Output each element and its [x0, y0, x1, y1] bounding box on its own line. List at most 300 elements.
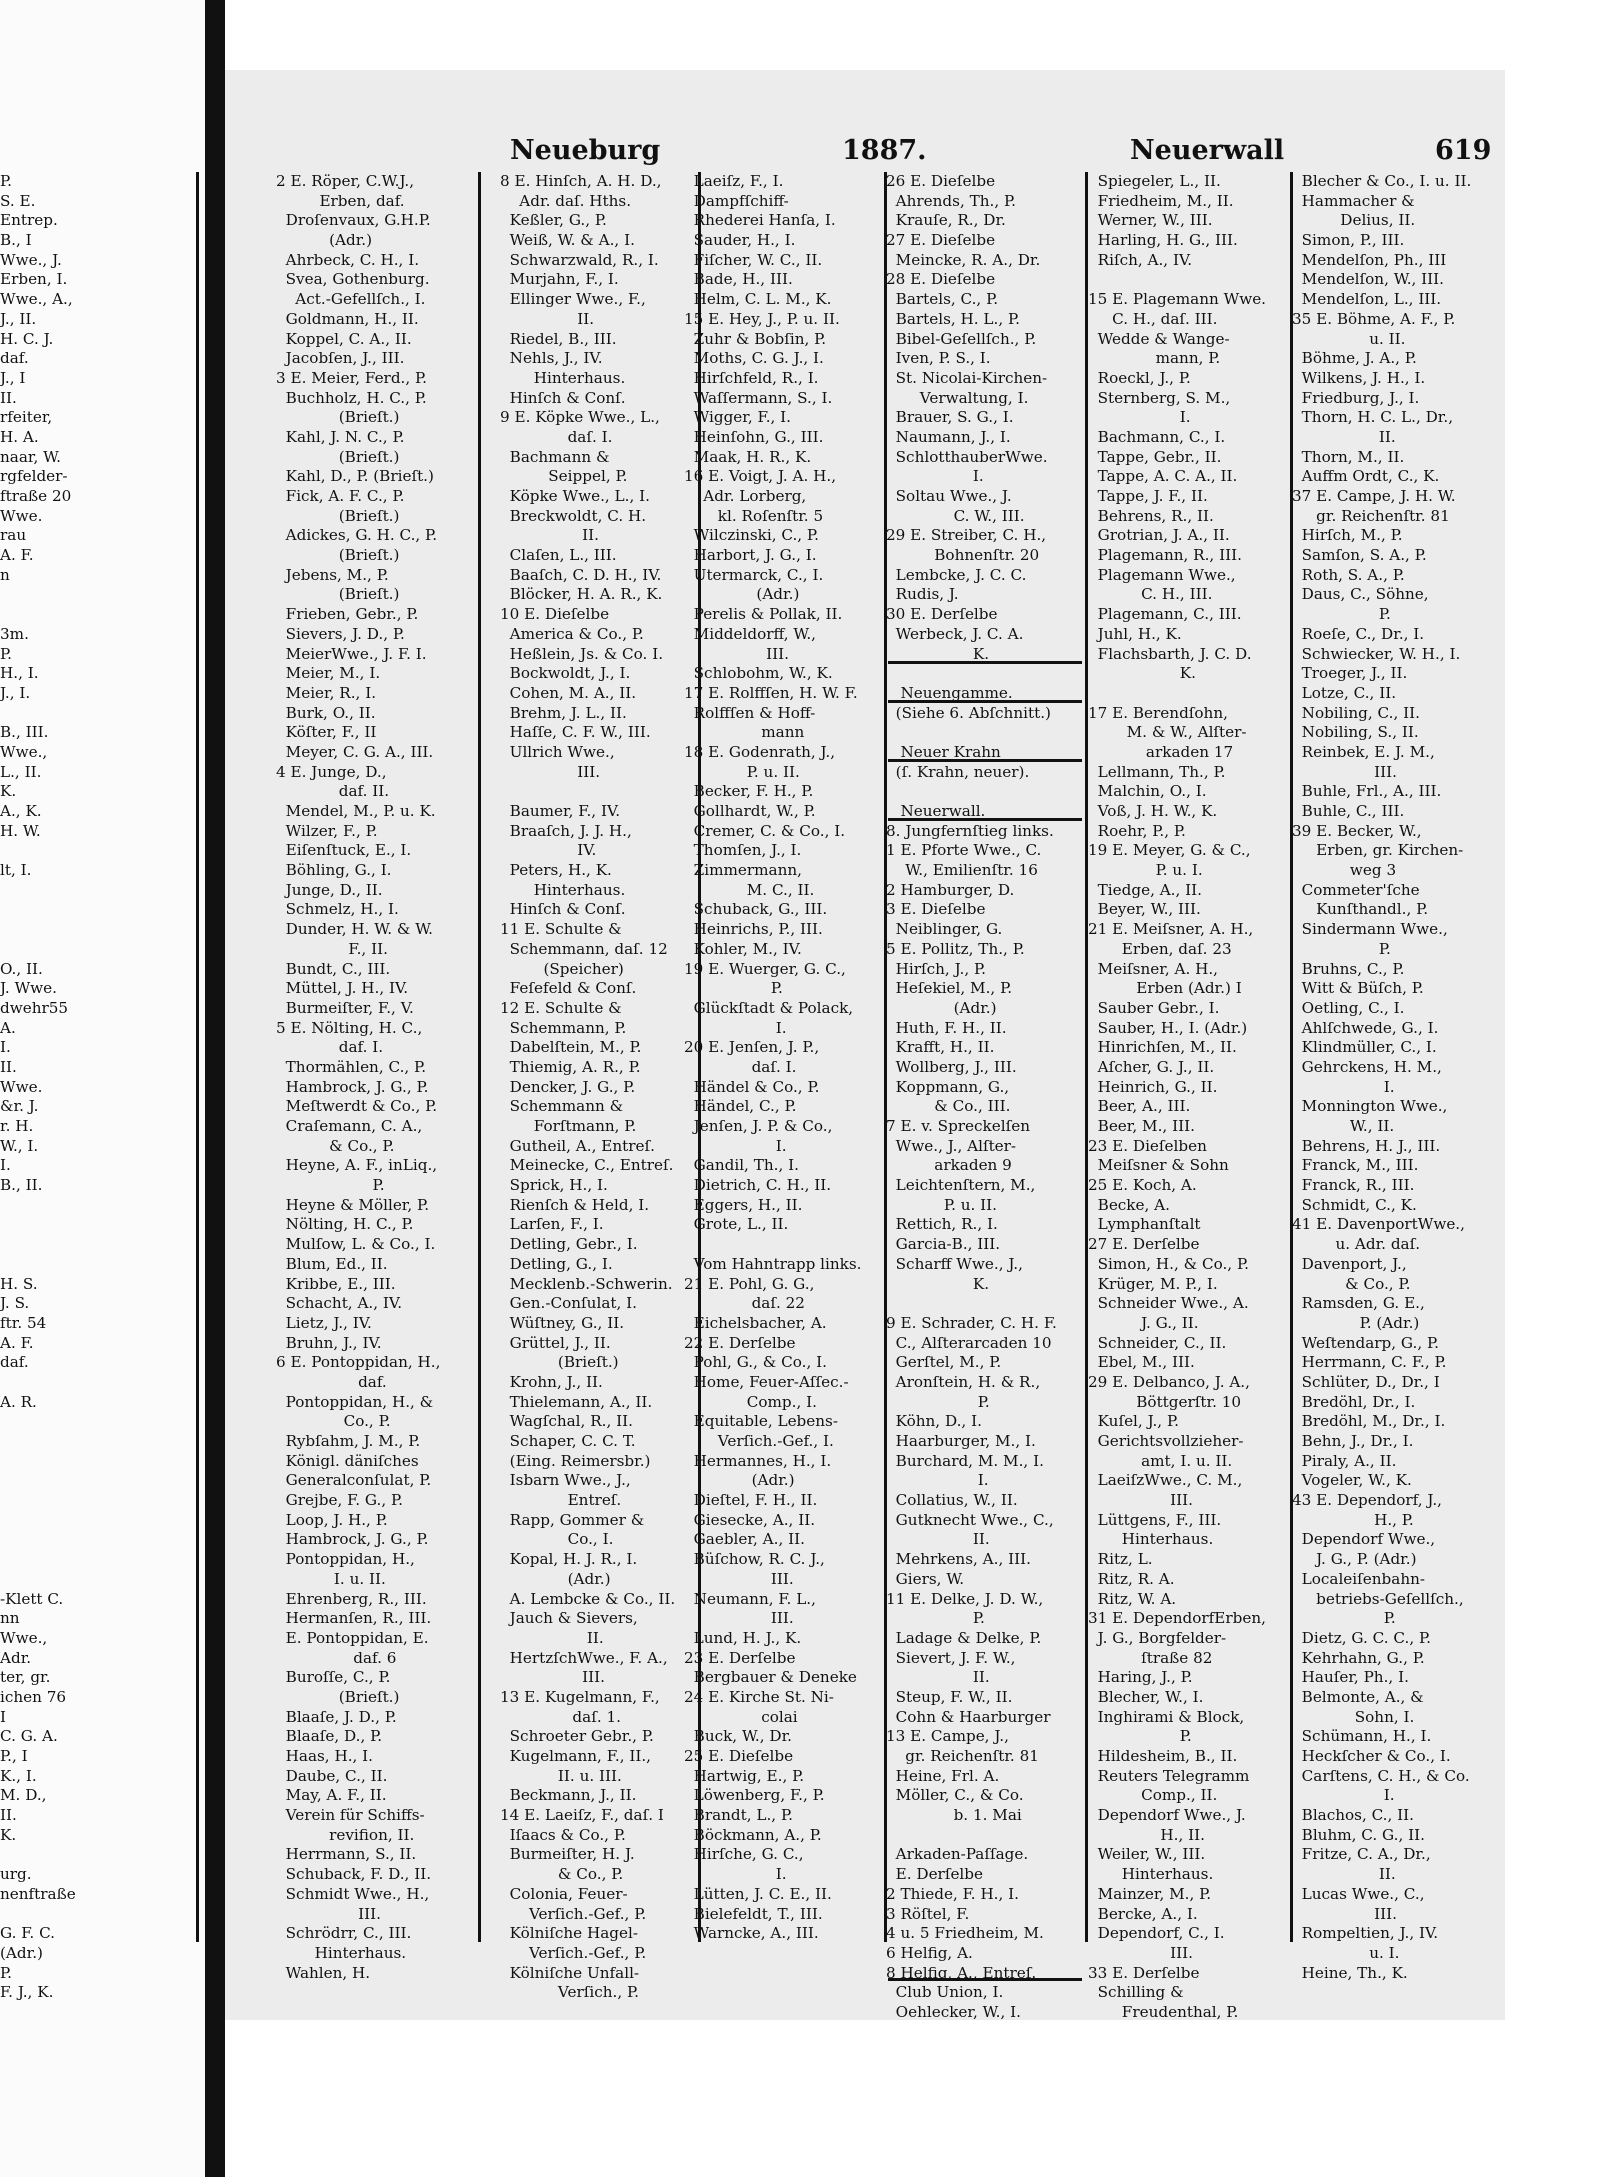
directory-entry: [0, 940, 194, 960]
directory-entry: Bredöhl, M., Dr., I.: [1292, 1412, 1446, 1431]
directory-entry: J. G., P. (Adr.): [1292, 1550, 1417, 1569]
directory-entry: 5 E. Pollitz, Th., P.: [886, 939, 1025, 958]
directory-entry: P.: [886, 1392, 990, 1411]
directory-entry: Adr. daſ. Hths.: [500, 191, 632, 210]
directory-entry: Rudis, J.: [886, 585, 959, 604]
directory-entry: 6 E. Pontoppidan, H.,: [276, 1353, 441, 1372]
directory-entry: mann, P.: [1088, 349, 1221, 368]
directory-entry: Schacht, A., IV.: [276, 1294, 403, 1313]
directory-entry: Middeldorff, W.,: [684, 624, 816, 643]
directory-entry: Meincke, R. A., Dr.: [886, 250, 1041, 269]
directory-entry: Wwe., J.: [0, 250, 62, 269]
directory-entry: Bredöhl, Dr., I.: [1292, 1392, 1416, 1411]
directory-entry: daſ. I.: [500, 427, 613, 446]
directory-entry: Kribbe, E., III.: [276, 1274, 396, 1293]
directory-entry: amt, I. u. II.: [1088, 1451, 1233, 1470]
directory-entry: Kehrhahn, G., P.: [1292, 1648, 1425, 1667]
directory-entry: Lucas Wwe., C.,: [1292, 1884, 1425, 1903]
directory-entry: P. u. II.: [684, 762, 800, 781]
directory-entry: 30 E. Derſelbe: [886, 605, 998, 624]
directory-entry: Club Union, I.: [886, 1983, 1004, 2002]
directory-entry: Daus, C., Söhne,: [1292, 585, 1429, 604]
directory-entry: u. Adr. daſ.: [1292, 1235, 1421, 1254]
directory-entry: (Adr.): [886, 998, 997, 1017]
directory-entry: Wahlen, H.: [276, 1963, 371, 1982]
directory-entry: Franck, R., III.: [1292, 1176, 1415, 1195]
directory-entry: Fiſcher, W. C., II.: [684, 250, 823, 269]
directory-entry: Koppmann, G.,: [886, 1077, 1010, 1096]
directory-entry: 6 Helfig, A.: [886, 1943, 973, 1962]
directory-entry: naar, W.: [0, 447, 61, 466]
directory-entry: Grotrian, J. A., II.: [1088, 526, 1230, 545]
directory-entry: Perelis & Pollak, II.: [684, 605, 843, 624]
directory-entry: III.: [1088, 1943, 1193, 1962]
directory-entry: Hinſch & Conſ.: [500, 900, 626, 919]
directory-entry: (Brieſt.): [276, 1687, 400, 1706]
directory-entry: Hambrock, J. G., P.: [276, 1077, 429, 1096]
directory-entry: II. u. III.: [500, 1766, 622, 1785]
directory-entry: Haarburger, M., I.: [886, 1432, 1036, 1450]
directory-entry: Gerſtel, M., P.: [886, 1353, 1002, 1372]
directory-entry: 17 E. Rolffſen, H. W. F.: [684, 683, 858, 702]
directory-entry: 31 E. DependorfErben,: [1088, 1609, 1266, 1628]
directory-entry: (Brieſt.): [276, 585, 400, 604]
directory-entry: III.: [684, 1569, 794, 1588]
directory-entry: Heinrich, G., II.: [1088, 1077, 1218, 1096]
directory-entry: Thormählen, C., P.: [276, 1057, 427, 1076]
directory-entry: Generalconſulat, P.: [276, 1471, 432, 1490]
directory-entry: Simon, H., & Co., P.: [1088, 1254, 1249, 1273]
directory-entry: [0, 585, 194, 605]
directory-entry: II.: [886, 1668, 990, 1687]
directory-entry: I.: [1292, 1786, 1395, 1805]
directory-entry: & Co., III.: [886, 1097, 1011, 1116]
directory-entry: Kopal, H. J. R., I.: [500, 1550, 638, 1569]
directory-entry: 13 E. Campe, J.,: [886, 1727, 1009, 1746]
directory-entry: 9 E. Köpke Wwe., L.,: [500, 408, 660, 427]
directory-entry: Bluhm, C. G., II.: [1292, 1825, 1425, 1844]
directory-entry: I.: [0, 1156, 11, 1175]
directory-entry: Eichelsbacher, A.: [684, 1313, 827, 1332]
directory-entry: I.: [684, 1136, 787, 1155]
directory-entry: Lembcke, J. C. C.: [886, 565, 1027, 584]
directory-entry: W., Emilienſtr. 16: [886, 861, 1038, 880]
directory-entry: Becke, A.: [1088, 1195, 1170, 1214]
directory-entry: 15 E. Plagemann Wwe.: [1088, 290, 1267, 309]
directory-entry: Wüſtney, G., II.: [500, 1313, 625, 1332]
directory-entry: Hartwig, E., P.: [684, 1766, 805, 1785]
directory-entry: Verſich.-Gef., I.: [684, 1432, 834, 1450]
directory-entry: Meiſsner & Sohn: [1088, 1156, 1229, 1175]
directory-entry: Ritz, W. A.: [1088, 1589, 1177, 1608]
directory-entry: Hermannes, H., I.: [684, 1451, 832, 1470]
directory-entry: 22 E. Derſelbe: [684, 1333, 796, 1352]
directory-entry: Giesecke, A., II.: [684, 1510, 816, 1529]
directory-entry: Entrep.: [0, 211, 58, 230]
directory-entry: 21 E. Pohl, G. G.,: [684, 1274, 815, 1293]
directory-entry: Simon, P., III.: [1292, 231, 1405, 250]
directory-entry: Bielefeldt, T., III.: [684, 1904, 823, 1923]
directory-entry: Delius, II.: [1292, 211, 1416, 230]
directory-entry: Königl. däniſches: [276, 1451, 419, 1470]
directory-entry: Sauber, H., I. (Adr.): [1088, 1018, 1248, 1037]
directory-entry: Rompeltien, J., IV.: [1292, 1924, 1439, 1943]
directory-entry: kl. Roſenſtr. 5: [684, 506, 824, 525]
directory-entry: Beyer, W., III.: [1088, 900, 1201, 919]
directory-entry: Brehm, J. L., II.: [500, 703, 627, 722]
directory-entry: Wilkens, J. H., I.: [1292, 368, 1426, 387]
directory-entry: Büſchow, R. C. J.,: [684, 1550, 825, 1569]
directory-entry: Detling, Gebr., I.: [500, 1235, 638, 1254]
directory-entry: (Eing. Reimersbr.): [500, 1451, 651, 1470]
directory-entry: P.: [0, 1963, 12, 1982]
directory-entry: P.: [1292, 605, 1391, 624]
directory-entry: daf. 6: [276, 1648, 397, 1667]
directory-entry: Hinterhaus.: [1088, 1865, 1214, 1884]
directory-entry: Buchholz, H. C., P.: [276, 388, 427, 407]
directory-entry: Detling, G., I.: [500, 1254, 613, 1273]
directory-entry: Gaebler, A., II.: [684, 1530, 805, 1549]
directory-entry: Roehr, P., P.: [1088, 821, 1186, 840]
directory-entry: Köſter, F., II: [276, 723, 377, 742]
directory-entry: Cremer, C. & Co., I.: [684, 821, 846, 840]
directory-entry: [0, 1491, 194, 1511]
directory-entry: H. W.: [0, 821, 41, 840]
directory-entry: F., II.: [276, 939, 388, 958]
directory-entry: Bercke, A., I.: [1088, 1904, 1198, 1923]
directory-entry: (Adr.): [0, 1943, 43, 1962]
directory-entry: Sauber Gebr., I.: [1088, 998, 1220, 1017]
directory-entry: Heinrichs, P., III.: [684, 920, 823, 939]
directory-entry: daf. II.: [276, 782, 390, 801]
directory-entry: Bartels, C., P.: [886, 290, 999, 309]
directory-entry: Laeiſz, F., I.: [684, 172, 784, 190]
directory-entry: [0, 1511, 194, 1531]
directory-entry: Schuback, F. D., II.: [276, 1865, 432, 1884]
directory-entry: Hauſer, Ph., I.: [1292, 1668, 1409, 1687]
directory-entry: Haas, H., I.: [276, 1747, 374, 1765]
directory-entry: 19 E. Meyer, G. & C.,: [1088, 841, 1251, 860]
directory-entry: I.: [1088, 408, 1191, 427]
directory-entry: Neiblinger, G.: [886, 920, 1003, 939]
directory-entry: Meinecke, C., Entreſ.: [500, 1156, 674, 1175]
directory-entry: Neuer Krahn: [886, 742, 1001, 761]
directory-entry: II.: [886, 1530, 990, 1549]
directory-entry: Vom Hahntrapp links.: [684, 1254, 862, 1273]
directory-entry: 16 E. Voigt, J. A. H.,: [684, 467, 837, 486]
directory-entry: Forſtmann, P.: [500, 1117, 637, 1135]
directory-entry: Glückſtadt & Polack,: [684, 998, 854, 1017]
directory-entry: Haring, J., P.: [1088, 1668, 1193, 1687]
directory-entry: n: [0, 565, 10, 584]
directory-entry: Jenſen, J. P. & Co.,: [684, 1117, 833, 1135]
directory-entry: Heſekiel, M., P.: [886, 979, 1013, 998]
directory-entry: Lymphanſtalt: [1088, 1215, 1201, 1234]
directory-entry: colai: [684, 1707, 798, 1726]
directory-entry: Buhle, C., III.: [1292, 802, 1405, 820]
directory-entry: Krauſe, R., Dr.: [886, 211, 1006, 230]
directory-entry: M. C., II.: [684, 880, 815, 899]
directory-entry: Oetling, C., I.: [1292, 998, 1405, 1017]
directory-entry: A. F.: [0, 1333, 34, 1352]
directory-entry: Oehlecker, W., I.: [886, 2002, 1021, 2021]
directory-entry: [0, 1412, 194, 1432]
directory-entry: Sievers, J. D., P.: [276, 624, 405, 643]
directory-entry: Hirſch, M., P.: [1292, 526, 1403, 545]
directory-entry: Brandt, L., P.: [684, 1806, 793, 1825]
directory-entry: &r. J.: [0, 1097, 39, 1116]
directory-entry: Burmeiſter, H. J.: [500, 1845, 635, 1864]
directory-entry: E. Derſelbe: [886, 1865, 983, 1884]
directory-entry: Heine, Frl. A.: [886, 1766, 1000, 1785]
directory-entry: Jauch & Sievers,: [500, 1609, 638, 1628]
directory-entry: Steup, F. W., II.: [886, 1687, 1013, 1706]
directory-entry: Witt & Büſch, P.: [1292, 979, 1424, 998]
directory-entry: Feſefeld & Conſ.: [500, 979, 637, 998]
directory-entry: rfeiter,: [0, 408, 53, 427]
directory-entry: Bade, H., III.: [684, 270, 793, 289]
directory-entry: Waſſermann, S., I.: [684, 388, 833, 407]
page-lower-margin: [225, 2020, 1505, 2177]
directory-entry: Droſenvaux, G.H.P.: [276, 211, 431, 230]
directory-entry: Moths, C. G. J., I.: [684, 349, 824, 368]
directory-entry: Scharff Wwe., J.,: [886, 1254, 1023, 1273]
directory-entry: Plagemann, C., III.: [1088, 605, 1242, 624]
directory-entry: W., II.: [1292, 1117, 1395, 1135]
directory-entry: Schilling &: [1088, 1983, 1184, 2002]
directory-entry: Hildesheim, B., II.: [1088, 1747, 1238, 1765]
directory-entry: Wagſchal, R., II.: [500, 1412, 633, 1431]
directory-entry: 12 E. Schulte &: [500, 998, 622, 1017]
directory-entry: (Brieſt.): [276, 546, 400, 565]
directory-entry: Schmidt Wwe., H.,: [276, 1884, 430, 1903]
directory-entry: Koppel, C. A., II.: [276, 329, 412, 348]
directory-entry: Roth, S. A., P.: [1292, 565, 1405, 584]
directory-entry: (ſ. Krahn, neuer).: [886, 762, 1030, 781]
directory-entry: III.: [500, 1668, 605, 1687]
directory-entry: Eggers, H., II.: [684, 1195, 803, 1214]
directory-entry: 19 E. Wuerger, G. C.,: [684, 959, 846, 978]
directory-entry: Comp., II.: [1088, 1786, 1218, 1805]
directory-entry: nn: [0, 1609, 20, 1628]
directory-entry: Klindmüller, C., I.: [1292, 1038, 1437, 1057]
directory-entry: Heßlein, Js. & Co. I.: [500, 644, 664, 663]
directory-entry: Isbarn Wwe., J.,: [500, 1471, 631, 1490]
directory-entry: P.: [1292, 939, 1391, 958]
directory-entry: Schuback, G., III.: [684, 900, 828, 919]
directory-entry: Krafft, H., II.: [886, 1038, 995, 1057]
directory-entry: Sternberg, S. M.,: [1088, 388, 1231, 407]
directory-entry: Pontoppidan, H., &: [276, 1392, 434, 1411]
directory-entry: Plagemann, R., III.: [1088, 546, 1242, 565]
directory-entry: Act.-Gefellſch., I.: [276, 290, 426, 309]
directory-entry: Harbort, J. G., I.: [684, 546, 817, 565]
directory-entry: & Co., P.: [276, 1136, 395, 1155]
directory-entry: Dependorf Wwe.,: [1292, 1530, 1436, 1549]
directory-entry: Wilzer, F., P.: [276, 821, 378, 840]
directory-entry: IV.: [500, 841, 597, 860]
directory-entry: Adr.: [0, 1648, 32, 1667]
directory-entry: (Adr.): [684, 585, 800, 604]
directory-entry: Beckmann, J., II.: [500, 1786, 637, 1805]
directory-entry: 3 E. Dieſelbe: [886, 900, 986, 919]
directory-entry: Burk, O., II.: [276, 703, 376, 722]
directory-entry: Gehrckens, H. M.,: [1292, 1057, 1442, 1076]
directory-entry: [0, 881, 194, 901]
directory-entry: [0, 920, 194, 940]
directory-entry: Blecher, W., I.: [1088, 1687, 1204, 1706]
directory-entry: Braaſch, J. J. H.,: [500, 821, 632, 840]
header-left-word: Neueburg: [510, 135, 661, 166]
directory-entry: Wigger, F., I.: [684, 408, 792, 427]
directory-entry: [0, 1255, 194, 1275]
directory-entry: Krohn, J., II.: [500, 1372, 603, 1391]
directory-entry: L., II.: [0, 762, 42, 781]
directory-entry: Baumer, F., IV.: [500, 802, 621, 820]
directory-entry: [0, 1196, 194, 1216]
directory-entry: Harling, H. G., III.: [1088, 231, 1238, 250]
directory-entry: Dependorf, C., I.: [1088, 1924, 1225, 1943]
directory-entry: H. A.: [0, 427, 39, 446]
directory-entry: Schlobohm, W., K.: [684, 664, 833, 683]
directory-entry: F. J., K.: [0, 1983, 54, 2002]
directory-entry: 25 E. Dieſelbe: [684, 1747, 794, 1765]
directory-entry: SchlotthauberWwe.: [886, 447, 1048, 466]
directory-entry: I.: [684, 1865, 787, 1884]
directory-entry: Wwe.: [0, 1077, 43, 1096]
directory-entry: K.: [886, 644, 990, 663]
directory-entry: Köpke Wwe., L., I.: [500, 487, 650, 505]
directory-entry: America & Co., P.: [500, 624, 644, 643]
directory-entry: St. Nicolai-Kirchen-: [886, 368, 1048, 387]
directory-entry: III.: [1292, 762, 1397, 781]
directory-entry: Beer, M., III.: [1088, 1117, 1195, 1135]
directory-entry: Nehls, J., IV.: [500, 349, 603, 368]
directory-entry: Buroſſe, C., P.: [276, 1668, 391, 1687]
directory-entry: Beer, A., III.: [1088, 1097, 1191, 1116]
directory-entry: Krüger, M. P., I.: [1088, 1274, 1218, 1293]
directory-entry: 26 E. Dieſelbe: [886, 172, 996, 190]
directory-entry: Comp., I.: [684, 1392, 817, 1411]
directory-entry: (Adr.): [276, 231, 373, 250]
directory-entry: Verwaltung, I.: [886, 388, 1029, 407]
directory-entry: [886, 1826, 1083, 1846]
directory-entry: Iſaacs & Co., P.: [500, 1825, 626, 1844]
directory-entry: [0, 1452, 194, 1472]
directory-entry: u. II.: [1292, 329, 1406, 348]
directory-entry: III.: [1292, 1904, 1397, 1923]
directory-entry: Wedde & Wange-: [1088, 329, 1230, 348]
directory-entry: Erben, daf.: [276, 191, 405, 210]
directory-entry: Vogeler, W., K.: [1292, 1471, 1412, 1490]
directory-entry: Junge, D., II.: [276, 880, 383, 899]
directory-entry: 29 E. Streiber, C. H.,: [886, 526, 1047, 545]
directory-entry: K.: [1088, 664, 1196, 683]
directory-entry: J. S.: [0, 1294, 30, 1313]
directory-entry: Ullrich Wwe.,: [500, 742, 615, 761]
directory-entry: arkaden 17: [1088, 742, 1234, 761]
directory-entry: Nobiling, S., II.: [1292, 723, 1419, 742]
directory-entry: C. W., III.: [886, 506, 1025, 525]
directory-entry: Bockwoldt, J., I.: [500, 664, 631, 683]
directory-entry: Colonia, Feuer-: [500, 1884, 628, 1903]
directory-entry: 43 E. Dependorf, J.,: [1292, 1491, 1442, 1510]
directory-entry: J. G., II.: [1088, 1313, 1199, 1332]
directory-entry: Gandil, Th., I.: [684, 1156, 799, 1175]
directory-entry: [886, 664, 1083, 684]
directory-entry: P.: [0, 172, 12, 190]
directory-entry: 10 E. Dieſelbe: [500, 605, 610, 624]
directory-entry: & Co., P.: [500, 1865, 624, 1884]
directory-entry: III.: [1088, 1491, 1193, 1510]
directory-entry: Bachmann &: [500, 447, 610, 466]
directory-entry: Wwe., A.,: [0, 290, 73, 309]
directory-entry: LaeiſzWwe., C. M.,: [1088, 1471, 1243, 1490]
directory-entry: 28 E. Dieſelbe: [886, 270, 996, 289]
directory-entry: Aronſtein, H. & R.,: [886, 1372, 1041, 1391]
directory-entry: Kuſel, J., P.: [1088, 1412, 1179, 1431]
directory-entry: urg.: [0, 1865, 32, 1884]
directory-column-3: [500, 172, 696, 2002]
directory-entry: daſ. 1.: [500, 1707, 621, 1726]
directory-entry: Cohn & Haarburger: [886, 1707, 1051, 1726]
directory-entry: [0, 1432, 194, 1452]
directory-entry: Roeſe, C., Dr., I.: [1292, 624, 1425, 643]
directory-entry: Weſtendarp, G., P.: [1292, 1333, 1439, 1352]
directory-entry: Rettich, R., I.: [886, 1215, 998, 1234]
directory-entry: Eiſenſtuck, E., I.: [276, 841, 412, 860]
page-number: 619: [1435, 135, 1492, 166]
directory-entry: 5 E. Nölting, H. C.,: [276, 1018, 423, 1037]
directory-entry: Behn, J., Dr., I.: [1292, 1432, 1414, 1450]
directory-entry: K.: [0, 1825, 17, 1844]
directory-entry: H. C. J.: [0, 329, 54, 348]
directory-entry: Sprick, H., I.: [500, 1176, 608, 1195]
directory-entry: Helm, C. L. M., K.: [684, 290, 832, 309]
directory-entry: 27 E. Dieſelbe: [886, 231, 996, 250]
directory-entry: ſtraße 82: [1088, 1648, 1213, 1667]
directory-entry: Voß, J. H. W., K.: [1088, 802, 1218, 820]
directory-entry: Köhn, D., I.: [886, 1412, 982, 1431]
directory-entry: Schümann, H., I.: [1292, 1727, 1432, 1746]
directory-entry: Flachsbarth, J. C. D.: [1088, 644, 1252, 663]
directory-entry: A. Lembcke & Co., II.: [500, 1589, 676, 1608]
directory-entry: Roeckl, J., P.: [1088, 368, 1191, 387]
directory-entry: Mulſow, L. & Co., I.: [276, 1235, 436, 1254]
directory-entry: Piraly, A., II.: [1292, 1451, 1397, 1470]
directory-entry: Gen.-Conſulat, I.: [500, 1294, 637, 1313]
directory-entry: M. & W., Alſter-: [1088, 723, 1247, 742]
directory-entry: Schemmann, daſ. 12: [500, 939, 668, 958]
directory-entry: 3 E. Meier, Ferd., P.: [276, 368, 427, 387]
directory-entry: [0, 1235, 194, 1255]
directory-entry: Schwarzwald, R., I.: [500, 250, 659, 269]
directory-entry: rau: [0, 526, 27, 545]
directory-entry: Ramsden, G. E.,: [1292, 1294, 1425, 1313]
directory-entry: 4 E. Junge, D.,: [276, 762, 387, 781]
directory-entry: Ahlſchwede, G., I.: [1292, 1018, 1439, 1037]
directory-entry: Seippel, P.: [500, 467, 628, 486]
directory-entry: Belmonte, A., &: [1292, 1687, 1424, 1706]
directory-entry: & Co., P.: [1292, 1274, 1411, 1293]
directory-entry: nenftraße: [0, 1884, 76, 1903]
directory-entry: daf.: [0, 1353, 29, 1372]
directory-entry: Adickes, G. H. C., P.: [276, 526, 438, 545]
directory-entry: Maak, H. R., K.: [684, 447, 812, 466]
directory-entry: Keßler, G., P.: [500, 211, 607, 230]
directory-entry: I. u. II.: [276, 1569, 386, 1588]
directory-entry: Schneider, C., II.: [1088, 1333, 1227, 1352]
